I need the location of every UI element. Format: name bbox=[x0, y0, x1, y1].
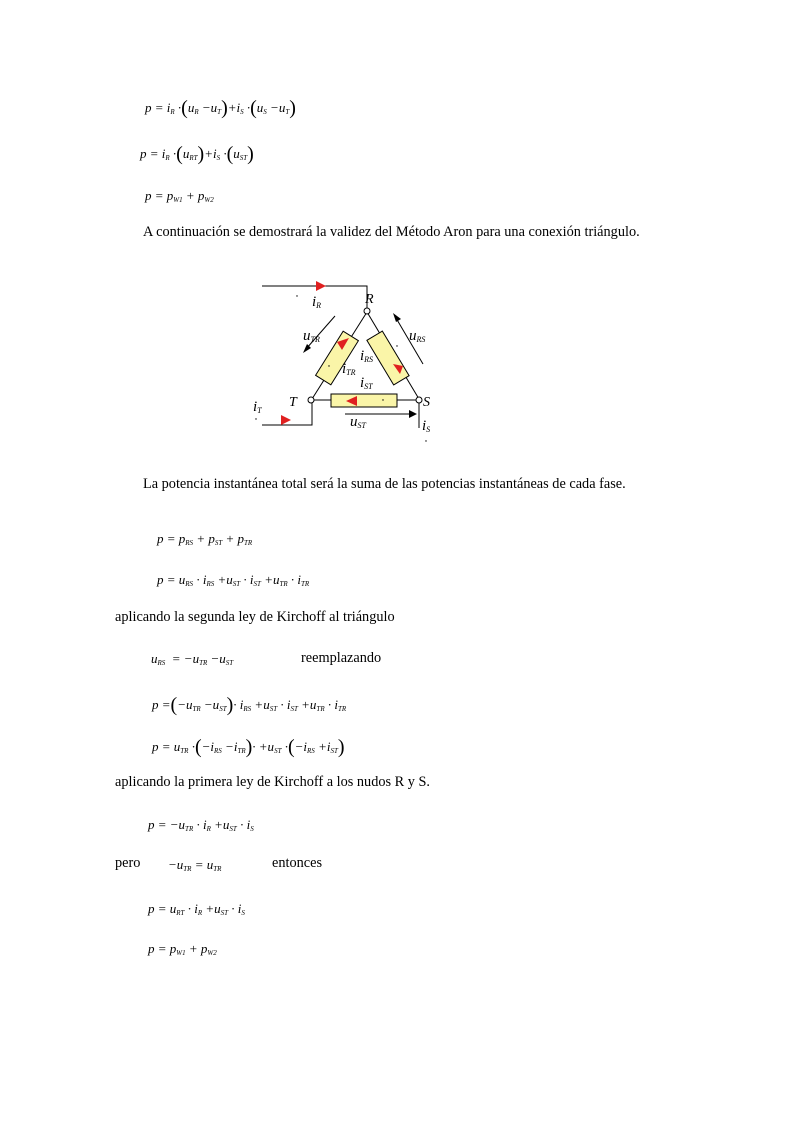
equation-power-phases: $p = p_{RS} + p_{ST} + p_{TR}$ bbox=[157, 531, 253, 547]
text-pero: pero bbox=[115, 855, 141, 871]
node-R-label: R bbox=[365, 292, 374, 307]
dot-mark bbox=[296, 295, 297, 296]
arrow-iT-icon bbox=[281, 415, 291, 425]
equation-power-aron-1: $p = i_R \cdot(u_R -u_T)+i_S \cdot(u_S -u_T)$ bbox=[145, 97, 296, 119]
node-S-label: S bbox=[423, 395, 430, 410]
dot-mark bbox=[382, 399, 383, 400]
equation-final-sum-w: $p = p_{W1} + p_{W2}$ bbox=[148, 941, 217, 957]
paragraph-potencia: La potencia instantánea total será la suma de las potencias instantáneas de cada fase. bbox=[143, 476, 626, 492]
paragraph-intro: A continuación se demostrará la validez del Método Aron para una conexión triángulo. bbox=[143, 224, 640, 240]
arrow-iR-icon bbox=[316, 281, 326, 291]
equation-grouped: $p = u_{TR} \cdot(-i_{RS} -i_{TR})\cdot +u_{ST} \cdot(-i_{RS} +i_{ST})$ bbox=[152, 736, 345, 758]
label-iT: iT bbox=[253, 399, 262, 415]
label-iRS: iRS bbox=[360, 348, 374, 364]
label-uRS: uRS bbox=[409, 328, 426, 344]
dot-mark bbox=[396, 345, 397, 346]
node-T-dot bbox=[308, 397, 314, 403]
label-iR: iR bbox=[312, 294, 322, 310]
label-iST: iST bbox=[360, 375, 373, 391]
dot-mark bbox=[425, 440, 426, 441]
resistor-RS bbox=[367, 331, 409, 385]
equation-power-aron-2: $p = i_R \cdot(u_{RT})+i_S \cdot(u_{ST})$ bbox=[140, 143, 254, 165]
text-entonces: entonces bbox=[272, 855, 323, 871]
text-reemplazando: reemplazando bbox=[301, 650, 382, 666]
node-S-dot bbox=[416, 397, 422, 403]
label-uTR: uTR bbox=[303, 328, 320, 344]
equation-power-ui: $p = u_{RS} \cdot i_{RS} +u_{ST} \cdot i_{ST} +u_{TR} \cdot i_{TR}$ bbox=[157, 572, 310, 588]
equation-final-ui: $p = u_{RT} \cdot i_R +u_{ST} \cdot i_S$ bbox=[148, 901, 245, 917]
dot-mark bbox=[328, 365, 329, 366]
text-segunda-ley: aplicando la segunda ley de Kirchoff al triángulo bbox=[115, 609, 395, 625]
text-primera-ley: aplicando la primera ley de Kirchoff a los nudos R y S. bbox=[115, 774, 430, 790]
equation-kirchoff-voltage: $u_{RS} = -u_{TR} -u_{ST}$ bbox=[151, 651, 234, 667]
equation-substituted: $p =(-u_{TR} -u_{ST})\cdot i_{RS} +u_{ST} \cdot i_{ST} +u_{TR} \cdot i_{TR}$ bbox=[152, 694, 347, 716]
equation-sign-identity: $-u_{TR} = u_{TR}$ bbox=[168, 857, 222, 873]
dot-mark bbox=[255, 418, 256, 419]
delta-circuit-diagram bbox=[245, 278, 445, 448]
label-iTR: iTR bbox=[342, 361, 356, 377]
node-T-label: T bbox=[289, 395, 297, 410]
node-R-dot bbox=[364, 308, 370, 314]
label-uST: uST bbox=[350, 414, 366, 430]
equation-power-sum-w: $p = p_{W1} + p_{W2}$ bbox=[145, 188, 214, 204]
equation-node-currents: $p = -u_{TR} \cdot i_R +u_{ST} \cdot i_S$ bbox=[148, 817, 254, 833]
arrow-uST-icon bbox=[409, 410, 417, 418]
arrow-uRS-icon bbox=[393, 313, 401, 322]
resistor-ST bbox=[331, 394, 397, 407]
label-iS: iS bbox=[422, 418, 431, 434]
